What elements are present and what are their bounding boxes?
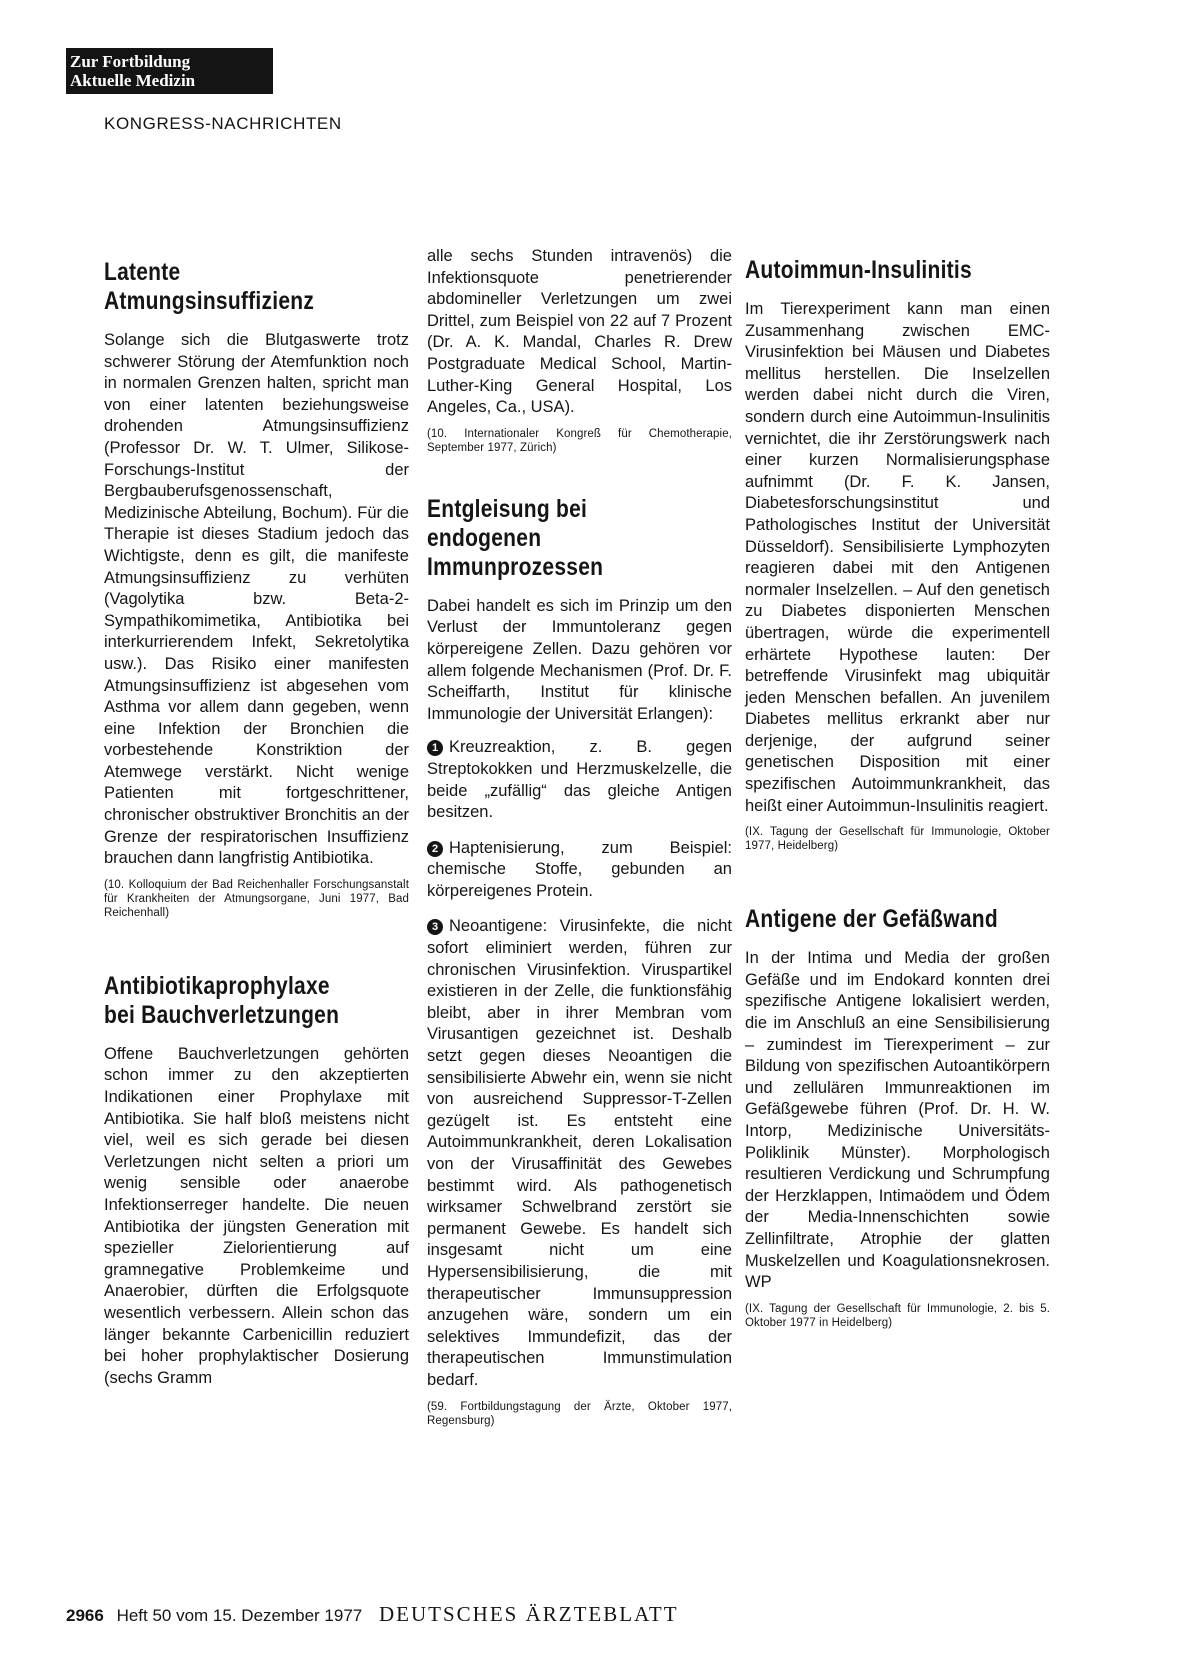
mechanism-item: 3 Neoantigene: Virusinfekte, die nicht sofort eliminiert werden, führen zur chronischen Virusinfektion. Viruspartikel existieren in der Zelle, die funktionsfähig bleibt, aber in ihrer Membran vom Virusantigen gezeichnet ist. Deshalb setzt gegen dieses Neoantigen die sensibilisierte Abwehr ein, wenn sie nicht von ausreichend Suppressor-T-Zellen gezügelt ist. Es entsteht eine Autoimmunkrankheit, deren Lokalisation von der Virusaffinität des Gewebes bestimmt wird. Als pathogenetisch wirksamer Schwelbrand zerstört sie permanent Gewebe. Es handelt sich insgesamt nicht um eine Hypersensibilisierung, die mit therapeutischer Immunsuppression anzugehen wäre, sondern um ein selektives Immundefizit, das der therapeutischen Immunstimulation bedarf. xyxy=(427,917,732,1389)
column-2 xyxy=(427,246,732,1428)
page-number: 2966 xyxy=(66,1606,104,1625)
article-text: Offene Bauchverletzungen gehörten schon immer zu den akzeptierten Indikationen einer Prophylaxe mit Antibiotika. Sie half bloß meistens nicht viel, weil es sich gerade bei diesen Verletzungen nicht selten a priori um wenig sensible oder anaerobe Infektionserreger handelte. Die neuen Antibiotika der jüngsten Generation mit spezieller Zielorientierung auf gramnegative Problemkeime und Anaerobier, dürften die Erfolgsquote wesentlich verbessern. Allein schon das länger bekannte Carbenicillin reduziert bei hoher prophylaktischer Dosierung (sechs Gramm xyxy=(104,1044,409,1387)
mechanism-item: 1 Kreuzreaktion, z. B. gegen Streptokokken und Herzmuskelzelle, die beide „zufällig“ das gleiche Antigen besitzen. xyxy=(427,738,732,822)
section-label: KONGRESS-NACHRICHTEN xyxy=(104,114,342,133)
rubric-badge xyxy=(66,48,273,94)
journal-name: DEUTSCHES ÄRZTEBLATT xyxy=(378,1602,679,1626)
rubric-line-2: Aktuelle Medizin xyxy=(70,71,196,90)
article-title: Autoimmun-Insulinitis xyxy=(745,256,972,284)
number-bullet: 2 xyxy=(427,841,443,857)
article-title: Latente Atmungsinsuffizienz xyxy=(104,258,315,315)
article-source: (10. Internationaler Kongreß für Chemotherapie, September 1977, Zürich) xyxy=(427,427,732,454)
mechanism-item: 2 Haptenisierung, zum Beispiel: chemische Stoffe, gebunden an körpereigenes Protein. xyxy=(427,838,732,900)
number-bullet: 1 xyxy=(427,740,443,756)
article-source: (59. Fortbildungstagung der Ärzte, Oktober 1977, Regensburg) xyxy=(427,1400,732,1427)
article-entgleisung xyxy=(427,495,732,1428)
article-autoimmun-insulinitis xyxy=(745,256,1050,853)
article-text: alle sechs Stunden intravenös) die Infektionsquote penetrierender abdomineller Verletzungen um zwei Drittel, zum Beispiel von 22 auf 7 Prozent (Dr. A. K. Mandal, Charles R. Drew Postgraduate Medical School, Martin-Luther-King General Hospital, Los Angeles, Ca., USA). xyxy=(427,247,732,417)
article-source: (10. Kolloquium der Bad Reichenhaller Forschungsanstalt für Krankheiten der Atmungsorgane, Juni 1977, Bad Reichenhall) xyxy=(104,878,409,919)
article-antibiotikaprophylaxe xyxy=(104,972,409,1390)
page-footer xyxy=(66,1602,679,1627)
number-bullet: 3 xyxy=(427,919,443,935)
column-3 xyxy=(745,256,1050,1330)
mechanism-list xyxy=(427,737,732,1391)
article-text: Solange sich die Blutgaswerte trotz schwerer Störung der Atemfunktion noch in normalen Grenzen halten, spricht man von einer latenten beziehungsweise drohenden Atmungsinsuffizienz (Professor Dr. W. T. Ulmer, Silikose-Forschungs-Institut der Bergbauberufsgenossenschaft, Medizinische Abteilung, Bochum). Für die Therapie ist dieses Stadium jedoch das Wichtigste, denn es gilt, die manifeste Atmungsinsuffizienz zu verhüten (Vagolytika bzw. Beta-2-Sympathikomimetika, Antibiotika bei interkurrierendem Infekt, Sekretolytika usw.). Das Risiko einer manifesten Atmungsinsuffizienz ist abgesehen vom Asthma vor allem dann gegeben, wenn eine Infektion der Bronchien die vorbestehende Konstriktion der Atemwege verstärkt. Nicht wenige Patienten mit fortgeschrittener, chronischer obstruktiver Bronchitis an der Grenze der respiratorischen Insuffizienz brauchen dann langfristig Antibiotika. xyxy=(104,331,409,868)
article-antigene-gefaesswand xyxy=(745,905,1050,1330)
article-intro: Dabei handelt es sich im Prinzip um den Verlust der Immuntoleranz gegen körpereigene Zellen. Dazu gehören vor allem folgende Mechanismen (Prof. Dr. F. Scheiffarth, Institut für klinische Immunologie der Universität Erlangen): xyxy=(427,596,732,723)
rubric-line-1: Zur Fortbildung xyxy=(70,52,191,71)
article-title: Antigene der Gefäßwand xyxy=(745,905,998,934)
article-source: (IX. Tagung der Gesellschaft für Immunologie, 2. bis 5. Oktober 1977 in Heidelberg) xyxy=(745,1302,1050,1329)
article-antibiotikaprophylaxe-continued xyxy=(427,246,732,455)
issue-info: Heft 50 vom 15. Dezember 1977 xyxy=(116,1606,363,1625)
article-source: (IX. Tagung der Gesellschaft für Immunologie, Oktober 1977, Heidelberg) xyxy=(745,826,1050,853)
article-title: Entgleisung bei endogenen Immunprozessen xyxy=(427,494,604,581)
column-1 xyxy=(104,258,409,1389)
article-text: Im Tierexperiment kann man einen Zusammenhang zwischen EMC-Virusinfektion bei Mäusen und Diabetes mellitus herstellen. Die Inselzellen werden dabei nicht durch die Viren, sondern durch eine Autoimmun-Insulinitis vernichtet, die ihr Zerstörungswerk nach einer kurzen Normalisierungsphase aufnimmt (Dr. F. K. Jansen, Diabetesforschungsinstitut und Pathologisches Institut der Universität Düsseldorf). Sensibilisierte Lymphozyten reagieren dabei mit den Antigenen normaler Inselzellen. – Auf den genetisch zu Diabetes disponierten Menschen übertragen, würde die experimentell erhärtete Hypothese lauten: Der betreffende Virusinfekt mag ubiquitär jeden Menschen befallen. An juvenilem Diabetes mellitus erkrankt aber nur derjenige, der aufgrund seiner genetischen Disposition mit einer spezifischen Autoimmunkrankheit, das heißt einer Autoimmun-Insulinitis reagiert. xyxy=(745,300,1050,815)
article-latente-atmungsinsuffizienz xyxy=(104,258,409,920)
article-text: In der Intima und Media der großen Gefäße und im Endokard konnten drei spezifische Antigene lokalisiert werden, die im Anschluß an eine Sensibilisierung – zumindest im Tierexperiment – zur Bildung von spezifischen Autoantikörpern und zellulären Immunreaktionen im Gefäßgewebe führen (Prof. Dr. H. W. Intorp, Medizinische Universitäts-Poliklinik Münster). Morphologisch resultieren Verdickung und Schrumpfung der Herzklappen, Intimaödem und Ödem der Media-Innenschichten sowie Zellinfiltrate, Atrophie der glatten Muskelzellen und Koagulationsnekrosen. WP xyxy=(745,949,1050,1292)
article-title: Antibiotikaprophylaxe bei Bauchverletzungen xyxy=(104,971,340,1029)
